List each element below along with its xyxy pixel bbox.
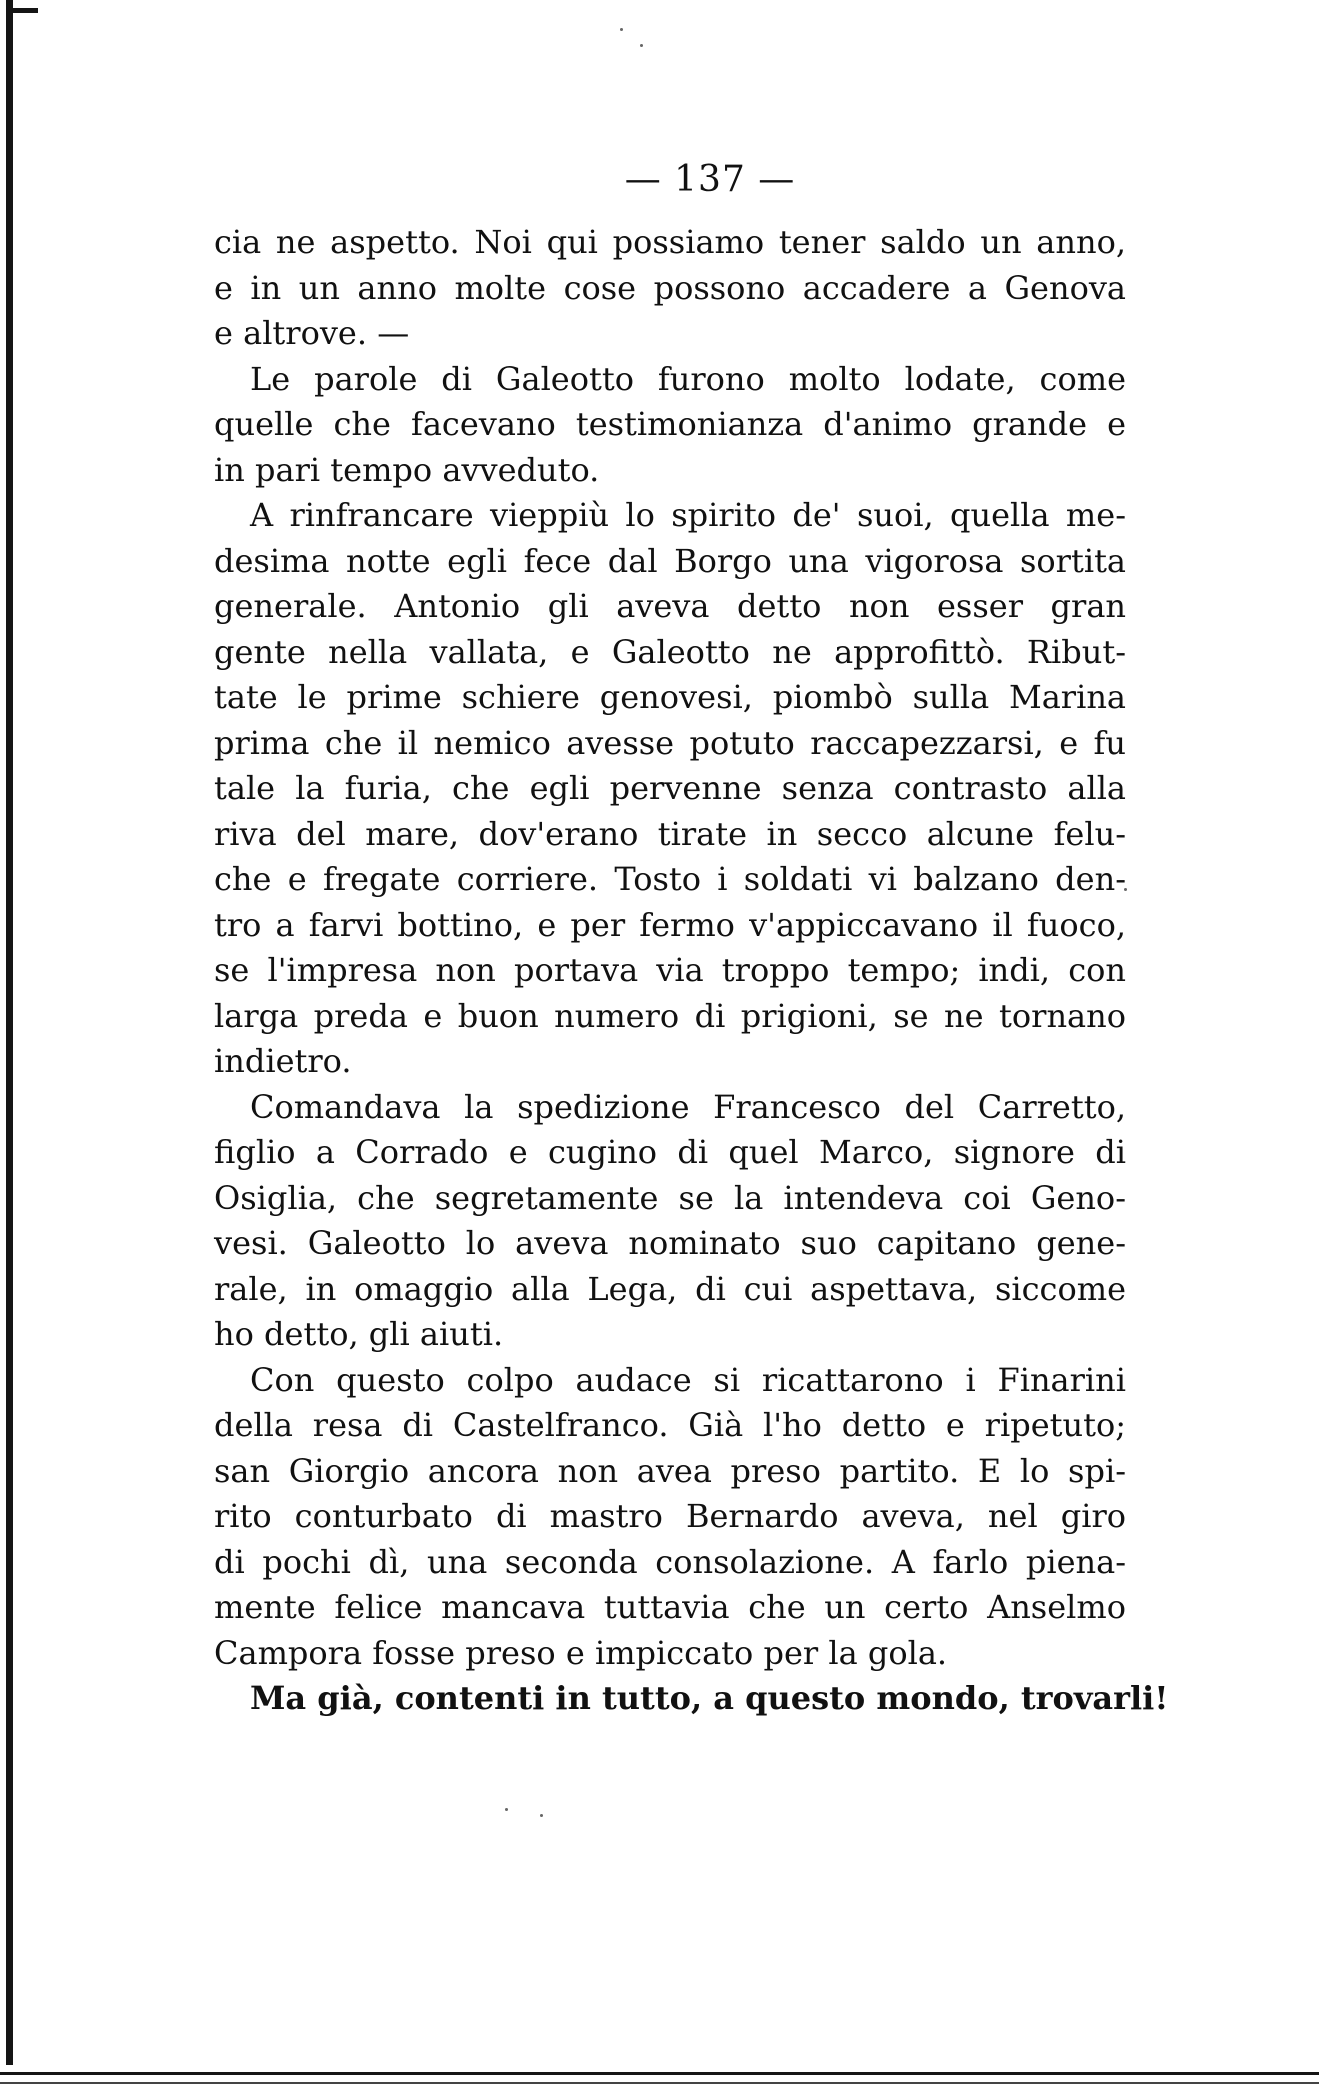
- text-line: figlio a Corrado e cugino di quel Marco, signore di: [214, 1133, 1126, 1171]
- text-line: larga preda e buon numero di prigioni, se ne tornano: [214, 996, 1126, 1035]
- text-line: mente felice mancava tuttavia che un certo Anselmo: [214, 1588, 1126, 1626]
- text-line: riva del mare, dov'erano tirate in secco alcune felu-: [214, 814, 1126, 853]
- text-line: ho detto, gli aiuti.: [214, 1315, 504, 1353]
- text-line: e altrove. —: [214, 314, 410, 352]
- text-line: cia ne aspetto. Noi qui possiamo tener saldo un anno,: [214, 223, 1126, 261]
- text-line: prima che il nemico avesse potuto raccapezzarsi, e fu: [214, 723, 1126, 762]
- text-line: in pari tempo avveduto.: [214, 450, 600, 489]
- text-line: tale la furia, che egli pervenne senza contrasto alla: [214, 769, 1126, 807]
- text-line: generale. Antonio gli aveva detto non esser gran: [214, 587, 1126, 625]
- text-line: vesi. Galeotto lo aveva nominato suo capitano gene-: [214, 1224, 1126, 1262]
- text-line: rito conturbato di mastro Bernardo aveva, nel giro: [214, 1497, 1126, 1535]
- scan-speck: [540, 1814, 543, 1817]
- text-line: quelle che facevano testimonianza d'animo grande e: [214, 405, 1126, 443]
- page-body: [214, 220, 1169, 1722]
- paragraph: [214, 1676, 1169, 1722]
- page-number: — 137 —: [624, 159, 796, 200]
- paragraph: [214, 220, 1126, 357]
- text-line: che e fregate corriere. Tosto i soldati vi balzano den-: [214, 860, 1126, 898]
- text-line: Comandava la spedizione Francesco del Carretto,: [250, 1087, 1126, 1126]
- text-line: Le parole di Galeotto furono molto lodate, come: [250, 359, 1126, 398]
- text-line: gente nella vallata, e Galeotto ne approfittò. Ribut-: [214, 632, 1126, 671]
- text-line: Ma già, contenti in tutto, a questo mondo, trovarli!: [250, 1679, 1169, 1717]
- paragraph: [214, 1358, 1126, 1677]
- text-line: Osiglia, che segretamente se la intendeva coi Geno-: [214, 1178, 1126, 1217]
- text-line: rale, in omaggio alla Lega, di cui aspettava, siccome: [214, 1269, 1126, 1308]
- book-page: [214, 158, 1169, 1722]
- scan-speck: [505, 1808, 508, 1811]
- text-line: di pochi dì, una seconda consolazione. A farlo piena-: [214, 1542, 1126, 1581]
- scan-bottom-edge: [0, 2072, 1319, 2075]
- paragraph: [214, 493, 1126, 1085]
- scan-bottom-edge-secondary: [0, 2082, 1319, 2084]
- scan-speck: [640, 44, 643, 47]
- text-line: Con questo colpo audace si ricattarono i Finarini: [250, 1360, 1126, 1399]
- paragraph: [214, 1085, 1126, 1358]
- text-line: san Giorgio ancora non avea preso partito. E lo spi-: [214, 1451, 1126, 1490]
- text-line: e in un anno molte cose possono accadere a Genova: [214, 268, 1126, 307]
- text-line: della resa di Castelfranco. Già l'ho detto e ripetuto;: [214, 1406, 1126, 1444]
- paragraph: [214, 357, 1126, 494]
- text-line: tate le prime schiere genovesi, piombò sulla Marina: [214, 678, 1126, 716]
- scan-corner-mark: [6, 8, 38, 13]
- text-line: indietro.: [214, 1042, 352, 1080]
- text-line: desima notte egli fece dal Borgo una vigorosa sortita: [214, 541, 1126, 580]
- text-line: A rinfrancare vieppiù lo spirito de' suoi, quella me-: [250, 496, 1126, 534]
- scan-speck: [620, 28, 623, 31]
- text-line: tro a farvi bottino, e per fermo v'appiccavano il fuoco,: [214, 905, 1126, 944]
- scan-binding-edge: [6, 0, 13, 2065]
- text-line: se l'impresa non portava via troppo tempo; indi, con: [214, 951, 1126, 989]
- text-line: Campora fosse preso e impiccato per la gola.: [214, 1633, 948, 1672]
